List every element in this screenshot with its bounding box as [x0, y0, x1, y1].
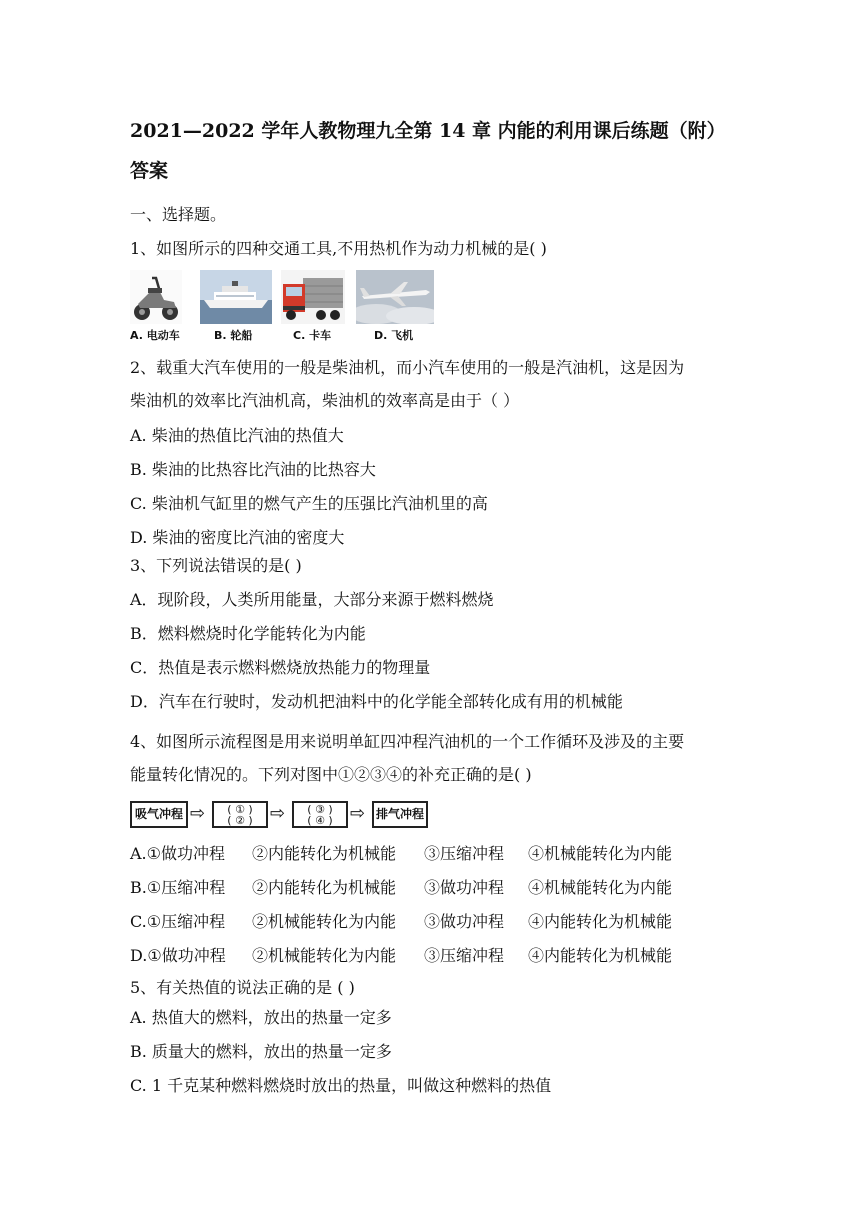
ship-image	[200, 270, 272, 324]
question-2-option-d: D. 柴油的密度比汽油的密度大	[130, 528, 345, 547]
blank-1: ( ① )	[227, 803, 253, 816]
document-title-continued: 答案	[130, 160, 169, 182]
question-3-option-c: C．热值是表示燃料燃烧放热能力的物理量	[130, 658, 431, 677]
document-title: 2021—2022 学年人教物理九全第 14 章 内能的利用课后练题（附）	[130, 120, 726, 142]
question-2-option-c: C. 柴油机气缸里的燃气产生的压强比汽油机里的高	[130, 494, 488, 513]
question-2-stem: 2、载重大汽车使用的一般是柴油机，而小汽车使用的一般是汽油机，这是因为	[130, 358, 685, 377]
section-heading: 一、选择题。	[130, 205, 227, 224]
question-1-stem: 1、如图所示的四种交通工具,不用热机作为动力机械的是( )	[130, 239, 547, 258]
question-1-images	[130, 270, 450, 342]
truck-image	[281, 270, 345, 324]
flow-box-1	[212, 801, 268, 828]
question-3-stem: 3、下列说法错误的是( )	[130, 556, 302, 575]
option-a-caption: A. 电动车	[130, 329, 180, 342]
question-4-option-a: A.①做功冲程 ②内能转化为机械能 ③压缩冲程 ④机械能转化为内能	[130, 844, 673, 863]
question-2-option-b: B. 柴油的比热容比汽油的比热容大	[130, 460, 376, 479]
electric-scooter-image	[130, 270, 182, 324]
option-b-caption: B. 轮船	[214, 329, 253, 342]
question-2-option-a: A. 柴油的热值比汽油的热值大	[130, 426, 344, 445]
intake-stroke-box: 吸气冲程	[130, 801, 188, 828]
blank-4: ( ④ )	[307, 814, 333, 827]
question-5-stem: 5、有关热值的说法正确的是 ( )	[130, 978, 355, 997]
blank-2: ( ② )	[227, 814, 253, 827]
option-c-caption: C. 卡车	[293, 329, 332, 342]
flow-box-2	[292, 801, 348, 828]
exhaust-stroke-box: 排气冲程	[372, 801, 428, 828]
option-d-caption: D. 飞机	[374, 329, 414, 342]
four-stroke-flowchart	[130, 800, 430, 830]
question-4-stem-continued: 能量转化情况的。下列对图中①②③④的补充正确的是( )	[130, 765, 532, 784]
question-3-option-a: A．现阶段，人类所用能量，大部分来源于燃料燃烧	[130, 590, 494, 609]
question-5-option-b: B. 质量大的燃料，放出的热量一定多	[130, 1042, 392, 1061]
question-2-stem-continued: 柴油机的效率比汽油机高，柴油机的效率高是由于（ ）	[130, 391, 520, 410]
question-3-option-d: D．汽车在行驶时，发动机把油料中的化学能全部转化成有用的机械能	[130, 692, 623, 711]
question-4-option-c: C.①压缩冲程 ②机械能转化为内能 ③做功冲程 ④内能转化为机械能	[130, 912, 673, 931]
flow-arrow-icon: ⇨	[190, 803, 206, 824]
question-3-option-b: B．燃料燃烧时化学能转化为内能	[130, 624, 366, 643]
question-4-option-d: D.①做功冲程 ②机械能转化为内能 ③压缩冲程 ④内能转化为机械能	[130, 946, 673, 965]
flow-arrow-icon: ⇨	[350, 803, 366, 824]
question-5-option-c: C. 1 千克某种燃料燃烧时放出的热量，叫做这种燃料的热值	[130, 1076, 552, 1095]
flow-arrow-icon: ⇨	[270, 803, 286, 824]
question-4-stem: 4、如图所示流程图是用来说明单缸四冲程汽油机的一个工作循环及涉及的主要	[130, 732, 685, 751]
question-4-option-b: B.①压缩冲程 ②内能转化为机械能 ③做功冲程 ④机械能转化为内能	[130, 878, 673, 897]
question-5-option-a: A. 热值大的燃料，放出的热量一定多	[130, 1008, 392, 1027]
airplane-image	[356, 270, 434, 324]
blank-3: ( ③ )	[307, 803, 333, 816]
